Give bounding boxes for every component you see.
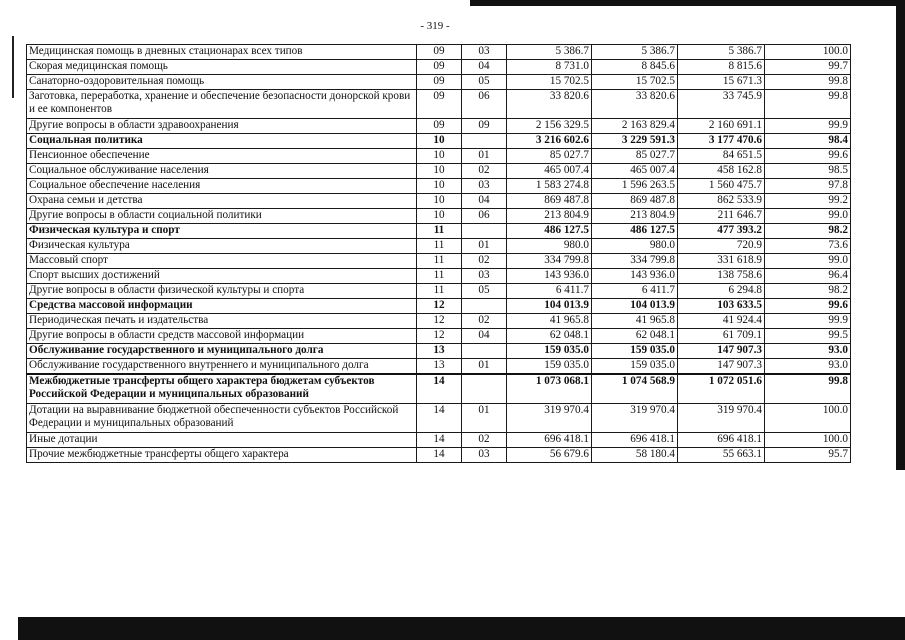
row-refined-amount: 5 386.7 <box>592 45 678 60</box>
row-refined-amount: 85 027.7 <box>592 149 678 164</box>
row-approved-amount: 5 386.7 <box>507 45 592 60</box>
row-approved-amount: 334 799.8 <box>507 254 592 269</box>
row-refined-amount: 980.0 <box>592 239 678 254</box>
row-section-code: 10 <box>417 164 462 179</box>
row-name: Санаторно-оздоровительная помощь <box>27 75 417 90</box>
row-section-code: 10 <box>417 149 462 164</box>
row-executed-amount: 84 651.5 <box>678 149 765 164</box>
row-name: Охрана семьи и детства <box>27 194 417 209</box>
row-executed-amount: 61 709.1 <box>678 329 765 344</box>
row-execution-percent: 99.0 <box>765 254 851 269</box>
row-name: Периодическая печать и издательства <box>27 314 417 329</box>
row-section-code: 09 <box>417 75 462 90</box>
row-subsection-code <box>462 134 507 149</box>
table-row <box>27 299 851 314</box>
row-approved-amount: 319 970.4 <box>507 404 592 433</box>
row-execution-percent: 100.0 <box>765 404 851 433</box>
row-name: Скорая медицинская помощь <box>27 60 417 75</box>
table-row <box>27 284 851 299</box>
row-refined-amount: 869 487.8 <box>592 194 678 209</box>
row-executed-amount: 696 418.1 <box>678 433 765 448</box>
row-executed-amount: 3 177 470.6 <box>678 134 765 149</box>
budget-table <box>26 44 851 463</box>
table-row <box>27 254 851 269</box>
row-subsection-code: 01 <box>462 149 507 164</box>
row-executed-amount: 720.9 <box>678 239 765 254</box>
row-execution-percent: 93.0 <box>765 344 851 359</box>
row-name: Массовый спорт <box>27 254 417 269</box>
row-executed-amount: 5 386.7 <box>678 45 765 60</box>
row-name: Спорт высших достижений <box>27 269 417 284</box>
table-row <box>27 448 851 463</box>
table-row <box>27 149 851 164</box>
row-approved-amount: 980.0 <box>507 239 592 254</box>
row-name: Иные дотации <box>27 433 417 448</box>
row-subsection-code <box>462 299 507 314</box>
row-approved-amount: 56 679.6 <box>507 448 592 463</box>
row-execution-percent: 99.9 <box>765 119 851 134</box>
row-execution-percent: 99.6 <box>765 149 851 164</box>
row-approved-amount: 85 027.7 <box>507 149 592 164</box>
row-approved-amount: 6 411.7 <box>507 284 592 299</box>
row-executed-amount: 1 560 475.7 <box>678 179 765 194</box>
row-execution-percent: 99.8 <box>765 75 851 90</box>
row-section-code: 09 <box>417 60 462 75</box>
row-subsection-code: 09 <box>462 119 507 134</box>
row-approved-amount: 159 035.0 <box>507 359 592 375</box>
row-subsection-code: 01 <box>462 404 507 433</box>
row-approved-amount: 15 702.5 <box>507 75 592 90</box>
row-approved-amount: 2 156 329.5 <box>507 119 592 134</box>
table-row <box>27 179 851 194</box>
row-execution-percent: 98.4 <box>765 134 851 149</box>
row-approved-amount: 62 048.1 <box>507 329 592 344</box>
table-row <box>27 269 851 284</box>
row-execution-percent: 99.9 <box>765 314 851 329</box>
row-refined-amount: 6 411.7 <box>592 284 678 299</box>
table-row <box>27 119 851 134</box>
row-approved-amount: 486 127.5 <box>507 224 592 239</box>
row-section-code: 09 <box>417 90 462 119</box>
row-section-code: 11 <box>417 254 462 269</box>
row-subsection-code: 03 <box>462 269 507 284</box>
row-name: Дотации на выравнивание бюджетной обеспеченности субъектов Российской Федерации и муниципальных образований <box>27 404 417 433</box>
row-subsection-code: 05 <box>462 75 507 90</box>
table-row <box>27 60 851 75</box>
row-section-code: 12 <box>417 299 462 314</box>
row-refined-amount: 33 820.6 <box>592 90 678 119</box>
row-section-code: 13 <box>417 344 462 359</box>
row-section-code: 09 <box>417 45 462 60</box>
table-row <box>27 90 851 119</box>
row-executed-amount: 103 633.5 <box>678 299 765 314</box>
table-row <box>27 239 851 254</box>
table-row <box>27 314 851 329</box>
row-execution-percent: 93.0 <box>765 359 851 375</box>
row-name: Средства массовой информации <box>27 299 417 314</box>
row-refined-amount: 41 965.8 <box>592 314 678 329</box>
row-subsection-code: 02 <box>462 254 507 269</box>
row-approved-amount: 696 418.1 <box>507 433 592 448</box>
table-row <box>27 164 851 179</box>
row-executed-amount: 8 815.6 <box>678 60 765 75</box>
row-execution-percent: 98.2 <box>765 224 851 239</box>
row-executed-amount: 41 924.4 <box>678 314 765 329</box>
row-refined-amount: 62 048.1 <box>592 329 678 344</box>
table-row <box>27 329 851 344</box>
row-execution-percent: 99.2 <box>765 194 851 209</box>
row-section-code: 09 <box>417 119 462 134</box>
row-section-code: 12 <box>417 314 462 329</box>
row-approved-amount: 41 965.8 <box>507 314 592 329</box>
row-approved-amount: 213 804.9 <box>507 209 592 224</box>
row-approved-amount: 3 216 602.6 <box>507 134 592 149</box>
row-executed-amount: 477 393.2 <box>678 224 765 239</box>
row-subsection-code: 02 <box>462 433 507 448</box>
row-execution-percent: 99.8 <box>765 90 851 119</box>
row-section-code: 10 <box>417 194 462 209</box>
table-row <box>27 75 851 90</box>
row-refined-amount: 143 936.0 <box>592 269 678 284</box>
row-executed-amount: 6 294.8 <box>678 284 765 299</box>
row-refined-amount: 104 013.9 <box>592 299 678 314</box>
table-row <box>27 209 851 224</box>
row-refined-amount: 15 702.5 <box>592 75 678 90</box>
row-name: Обслуживание государственного внутреннего и муниципального долга <box>27 359 417 375</box>
row-execution-percent: 99.0 <box>765 209 851 224</box>
row-refined-amount: 486 127.5 <box>592 224 678 239</box>
row-subsection-code: 04 <box>462 60 507 75</box>
row-approved-amount: 1 073 068.1 <box>507 374 592 404</box>
row-name: Социальная политика <box>27 134 417 149</box>
row-subsection-code: 03 <box>462 448 507 463</box>
row-approved-amount: 143 936.0 <box>507 269 592 284</box>
table-row <box>27 404 851 433</box>
row-subsection-code: 06 <box>462 90 507 119</box>
row-execution-percent: 95.7 <box>765 448 851 463</box>
row-name: Прочие межбюджетные трансферты общего характера <box>27 448 417 463</box>
row-section-code: 10 <box>417 134 462 149</box>
row-refined-amount: 696 418.1 <box>592 433 678 448</box>
row-refined-amount: 2 163 829.4 <box>592 119 678 134</box>
row-execution-percent: 98.2 <box>765 284 851 299</box>
page-number: - 319 - <box>420 20 450 32</box>
row-name: Другие вопросы в области физической культуры и спорта <box>27 284 417 299</box>
row-execution-percent: 73.6 <box>765 239 851 254</box>
row-approved-amount: 869 487.8 <box>507 194 592 209</box>
table-row <box>27 134 851 149</box>
row-execution-percent: 100.0 <box>765 433 851 448</box>
row-approved-amount: 104 013.9 <box>507 299 592 314</box>
row-executed-amount: 55 663.1 <box>678 448 765 463</box>
table-row <box>27 359 851 375</box>
row-subsection-code: 03 <box>462 179 507 194</box>
row-section-code: 14 <box>417 448 462 463</box>
table-row <box>27 45 851 60</box>
row-approved-amount: 465 007.4 <box>507 164 592 179</box>
row-executed-amount: 15 671.3 <box>678 75 765 90</box>
table-row <box>27 194 851 209</box>
row-execution-percent: 99.6 <box>765 299 851 314</box>
row-section-code: 14 <box>417 374 462 404</box>
row-subsection-code: 02 <box>462 164 507 179</box>
row-refined-amount: 3 229 591.3 <box>592 134 678 149</box>
row-section-code: 11 <box>417 269 462 284</box>
row-name: Заготовка, переработка, хранение и обеспечение безопасности донорской крови и ее компонентов <box>27 90 417 119</box>
row-name: Социальное обеспечение населения <box>27 179 417 194</box>
scan-top-edge <box>470 0 905 6</box>
table-row <box>27 224 851 239</box>
table-row <box>27 344 851 359</box>
row-execution-percent: 97.8 <box>765 179 851 194</box>
row-section-code: 10 <box>417 209 462 224</box>
row-approved-amount: 159 035.0 <box>507 344 592 359</box>
row-name: Другие вопросы в области социальной политики <box>27 209 417 224</box>
row-subsection-code: 01 <box>462 239 507 254</box>
row-subsection-code: 04 <box>462 329 507 344</box>
row-section-code: 10 <box>417 179 462 194</box>
scan-right-edge <box>896 0 905 470</box>
row-executed-amount: 2 160 691.1 <box>678 119 765 134</box>
table-row <box>27 374 851 404</box>
row-executed-amount: 1 072 051.6 <box>678 374 765 404</box>
row-execution-percent: 98.5 <box>765 164 851 179</box>
row-section-code: 14 <box>417 433 462 448</box>
row-executed-amount: 138 758.6 <box>678 269 765 284</box>
row-executed-amount: 319 970.4 <box>678 404 765 433</box>
scan-bottom-edge <box>18 617 905 640</box>
row-refined-amount: 213 804.9 <box>592 209 678 224</box>
row-executed-amount: 211 646.7 <box>678 209 765 224</box>
row-subsection-code <box>462 224 507 239</box>
row-name: Обслуживание государственного и муниципального долга <box>27 344 417 359</box>
row-refined-amount: 159 035.0 <box>592 344 678 359</box>
row-execution-percent: 99.7 <box>765 60 851 75</box>
row-name: Другие вопросы в области здравоохранения <box>27 119 417 134</box>
row-name: Социальное обслуживание населения <box>27 164 417 179</box>
row-name: Межбюджетные трансферты общего характера бюджетам субъектов Российской Федерации и муниципальных образований <box>27 374 417 404</box>
row-name: Физическая культура <box>27 239 417 254</box>
row-refined-amount: 319 970.4 <box>592 404 678 433</box>
row-execution-percent: 99.8 <box>765 374 851 404</box>
row-refined-amount: 1 596 263.5 <box>592 179 678 194</box>
row-executed-amount: 331 618.9 <box>678 254 765 269</box>
row-refined-amount: 1 074 568.9 <box>592 374 678 404</box>
row-subsection-code <box>462 344 507 359</box>
row-section-code: 11 <box>417 224 462 239</box>
row-approved-amount: 33 820.6 <box>507 90 592 119</box>
row-refined-amount: 8 845.6 <box>592 60 678 75</box>
row-subsection-code: 05 <box>462 284 507 299</box>
row-approved-amount: 8 731.0 <box>507 60 592 75</box>
row-executed-amount: 33 745.9 <box>678 90 765 119</box>
row-section-code: 11 <box>417 239 462 254</box>
row-subsection-code: 03 <box>462 45 507 60</box>
row-execution-percent: 99.5 <box>765 329 851 344</box>
row-refined-amount: 334 799.8 <box>592 254 678 269</box>
row-section-code: 14 <box>417 404 462 433</box>
row-subsection-code <box>462 374 507 404</box>
row-executed-amount: 862 533.9 <box>678 194 765 209</box>
row-executed-amount: 147 907.3 <box>678 359 765 375</box>
row-name: Другие вопросы в области средств массовой информации <box>27 329 417 344</box>
row-refined-amount: 58 180.4 <box>592 448 678 463</box>
row-section-code: 13 <box>417 359 462 375</box>
row-name: Пенсионное обеспечение <box>27 149 417 164</box>
scan-left-margin-line <box>12 36 14 98</box>
row-executed-amount: 458 162.8 <box>678 164 765 179</box>
row-subsection-code: 06 <box>462 209 507 224</box>
row-execution-percent: 100.0 <box>765 45 851 60</box>
row-approved-amount: 1 583 274.8 <box>507 179 592 194</box>
row-section-code: 11 <box>417 284 462 299</box>
budget-table-body <box>27 45 851 463</box>
row-name: Медицинская помощь в дневных стационарах всех типов <box>27 45 417 60</box>
row-name: Физическая культура и спорт <box>27 224 417 239</box>
row-subsection-code: 02 <box>462 314 507 329</box>
row-refined-amount: 159 035.0 <box>592 359 678 375</box>
row-subsection-code: 04 <box>462 194 507 209</box>
row-executed-amount: 147 907.3 <box>678 344 765 359</box>
row-subsection-code: 01 <box>462 359 507 375</box>
table-row <box>27 433 851 448</box>
row-refined-amount: 465 007.4 <box>592 164 678 179</box>
row-section-code: 12 <box>417 329 462 344</box>
row-execution-percent: 96.4 <box>765 269 851 284</box>
